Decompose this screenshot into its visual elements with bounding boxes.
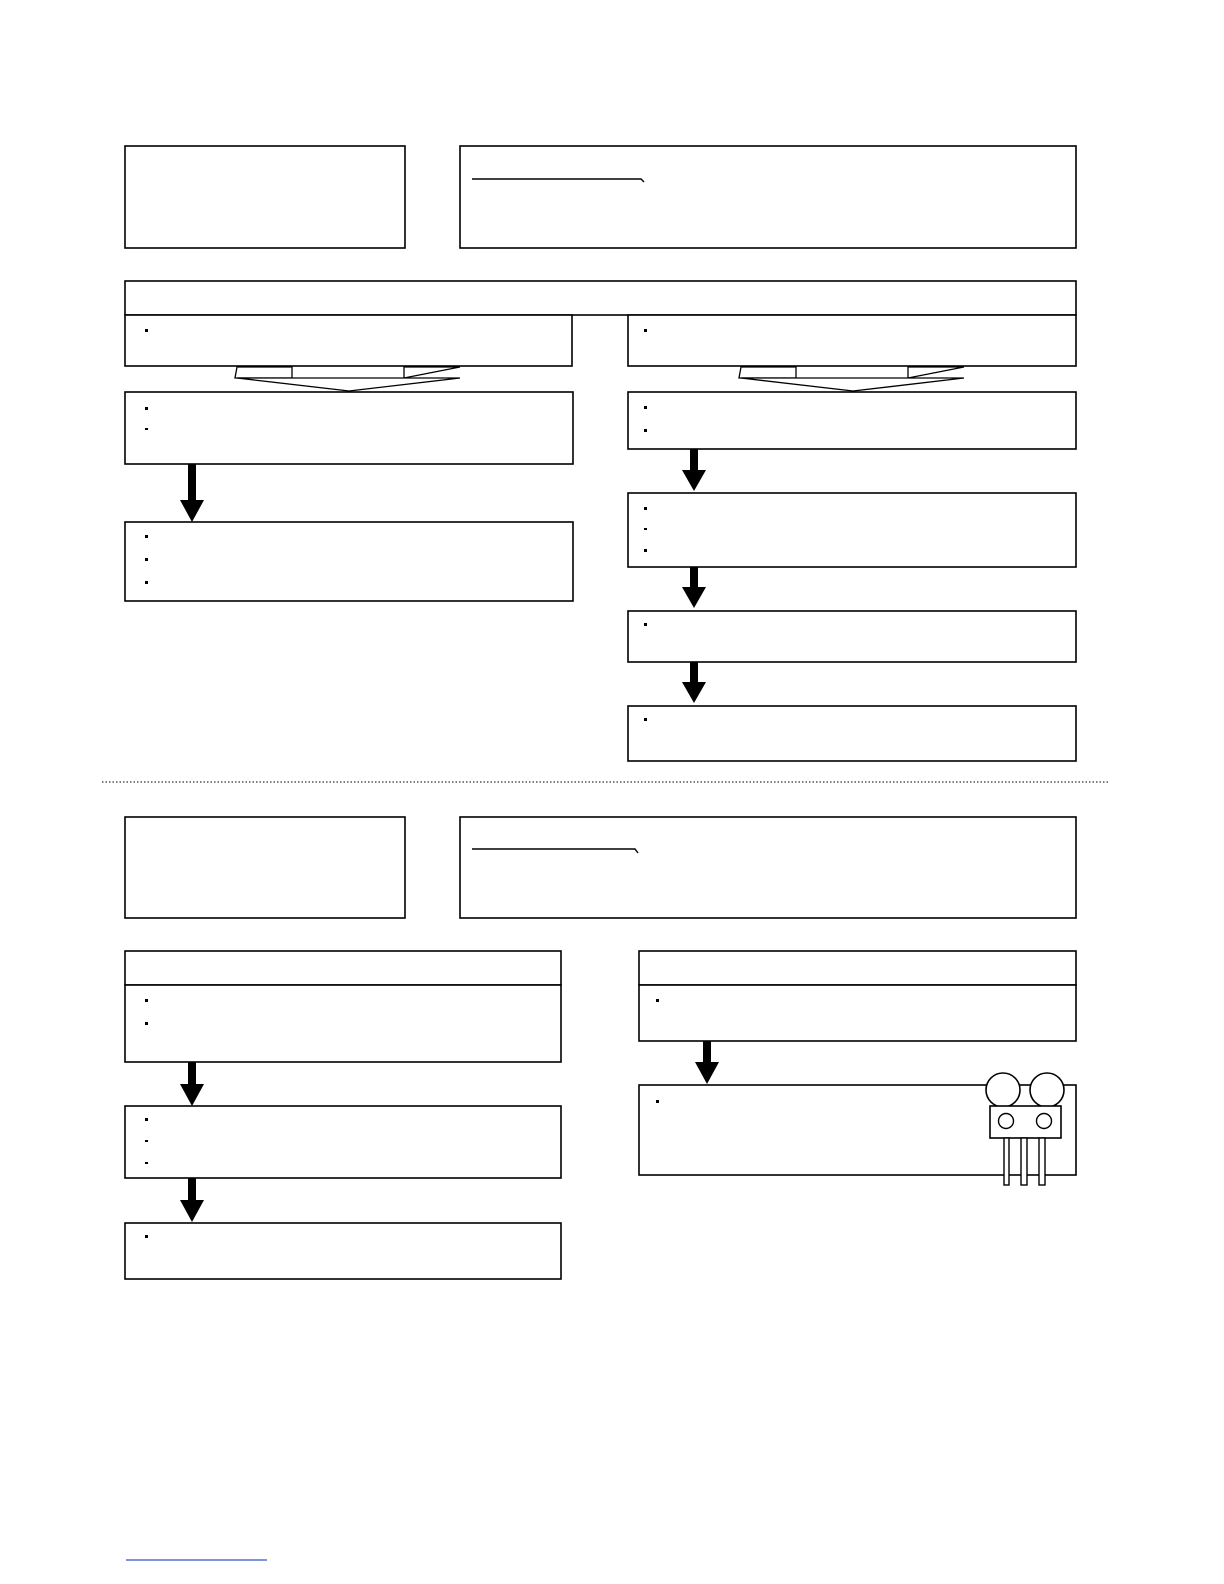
upper-left-condition-box [125,315,572,366]
bullet [644,429,647,432]
upper-right-step-3-box [628,611,1076,662]
upper-right-step-2-box [628,493,1076,567]
upper-right-condition-box [628,315,1076,366]
lower-title-box [125,817,405,918]
lower-description-box [460,817,1076,918]
bullet [145,428,148,430]
down-arrow [180,464,204,522]
funnel-left-segment [739,367,796,378]
down-arrow [180,1178,204,1222]
bullet [656,999,659,1002]
down-arrow [695,1041,719,1084]
lower-left-step-1-box [125,1106,561,1178]
bullet [145,1022,148,1025]
bullet [644,528,647,530]
bullet [644,623,647,626]
bullet [644,406,647,409]
upper-left-step-1-box [125,392,573,464]
upper-header-bar [125,281,1076,315]
upper-left-merge-connector [237,378,460,391]
bullet [145,581,148,584]
bullet [145,1140,148,1142]
down-arrow [682,449,706,491]
bullet [644,507,647,510]
bullet [145,1235,148,1238]
down-arrow [180,1062,204,1106]
upper-title-box [125,146,405,248]
funnel-left-segment [235,367,292,378]
bullet [644,549,647,552]
lower-right-header-bar [639,951,1076,985]
bullet [145,558,148,561]
upper-right-step-1-box [628,392,1076,449]
upper-description-box [460,146,1076,248]
funnel-right-segment [404,367,460,378]
bullet [644,718,647,721]
upper-right-step-4-box [628,706,1076,761]
bullet [145,999,148,1002]
upper-right-merge-connector [741,378,964,391]
lower-left-header-bar [125,951,561,985]
bullet [644,329,647,332]
upper-left-step-2-box [125,522,573,601]
bullet [656,1100,659,1103]
bullet [145,407,148,410]
lower-left-condition-box [125,985,561,1062]
lower-right-condition-box [639,985,1076,1041]
down-arrow [682,567,706,608]
funnel-right-segment [908,367,964,378]
down-arrow [682,662,706,703]
bullet [145,535,148,538]
bullet [145,329,148,332]
lower-left-step-2-box [125,1223,561,1279]
bullet [145,1118,148,1121]
bullet [145,1162,148,1164]
